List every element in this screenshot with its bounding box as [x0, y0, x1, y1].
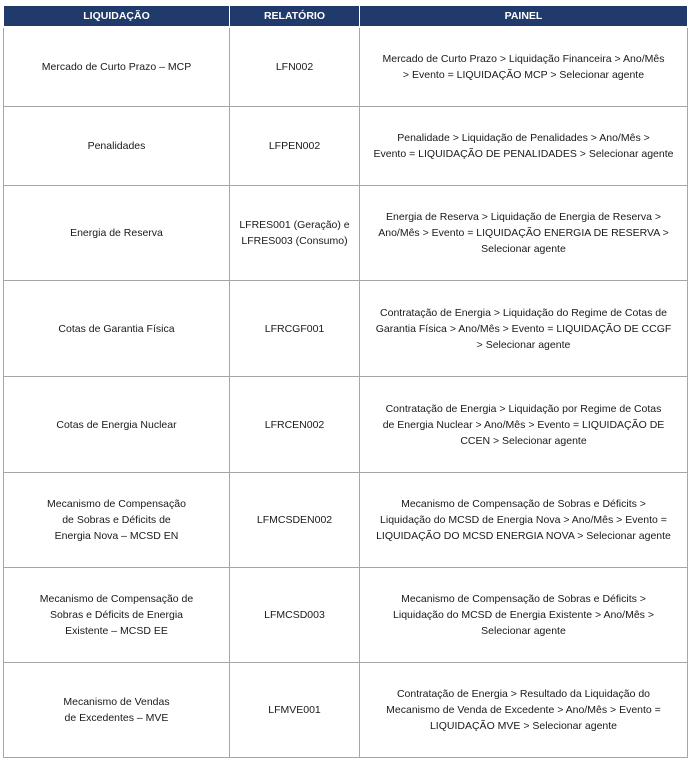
cell-liquidacao — [4, 107, 230, 186]
header-liquidacao: LIQUIDAÇÃO — [4, 6, 230, 28]
header-row — [4, 6, 688, 28]
cell-liquidacao — [4, 281, 230, 377]
painel-text-line: Ano/Mês > Evento = LIQUIDAÇÃO ENERGIA DE RESERVA > — [378, 227, 669, 239]
relatorio-text-line: LFMCSD003 — [264, 609, 325, 621]
relatorio-text-line: LFPEN002 — [268, 140, 321, 152]
liquidacao-text-line: de Excedentes – MVE — [64, 712, 169, 724]
painel-text-line: > Selecionar agente — [476, 338, 571, 351]
liquidacao-text-line: Cotas de Energia Nuclear — [56, 418, 177, 431]
cell-painel — [360, 27, 688, 107]
relatorio-text-line: LFN002 — [275, 61, 314, 73]
table-row — [4, 568, 688, 663]
table-row — [4, 473, 688, 568]
cell-painel — [360, 568, 688, 663]
painel-text-line: LIQUIDAÇÃO DO MCSD ENERGIA NOVA > Selecionar agente — [376, 530, 671, 542]
header-painel: PAINEL — [360, 6, 688, 28]
cell-painel — [360, 377, 688, 473]
cell-liquidacao — [4, 186, 230, 281]
table-row — [4, 107, 688, 186]
cell-liquidacao — [4, 663, 230, 758]
painel-text-line: Liquidação do MCSD de Energia Existente > Ano/Mês > — [393, 609, 654, 621]
cell-relatorio — [230, 568, 360, 663]
relatorio-text-line: LFRES001 (Geração) e — [239, 219, 350, 231]
painel-text-line: Energia de Reserva > Liquidação de Energia de Reserva > — [386, 211, 661, 223]
painel-text-line: Garantia Física > Ano/Mês > Evento = LIQUIDAÇÃO DE CCGF — [375, 322, 672, 335]
relatorio-text-line: LFRCGF001 — [264, 322, 325, 335]
painel-text-line: Mercado de Curto Prazo > Liquidação Financeira > Ano/Mês — [382, 53, 665, 65]
painel-text-line: > Evento = LIQUIDAÇÃO MCP > Selecionar agente — [402, 69, 645, 81]
liquidacao-text-line: Penalidades — [87, 140, 146, 152]
relatorio-text-line: LFRCEN002 — [264, 418, 325, 431]
cell-painel — [360, 663, 688, 758]
liquidacao-table — [3, 5, 688, 758]
cell-relatorio — [230, 107, 360, 186]
table-row — [4, 377, 688, 473]
relatorio-text-line: LFMCSDEN002 — [256, 514, 333, 526]
liquidacao-text-line: Mecanismo de Vendas — [63, 696, 170, 708]
cell-relatorio — [230, 663, 360, 758]
table-row — [4, 281, 688, 377]
cell-liquidacao — [4, 27, 230, 107]
cell-painel — [360, 107, 688, 186]
painel-text-line: Selecionar agente — [481, 625, 566, 637]
painel-text-line: Liquidação do MCSD de Energia Nova > Ano/Mês > Evento = — [380, 514, 667, 526]
cell-relatorio — [230, 281, 360, 377]
relatorio-text-line: LFRES003 (Consumo) — [241, 235, 348, 247]
painel-text-line: Contratação de Energia > Liquidação do Regime de Cotas de — [380, 306, 667, 319]
table-row — [4, 27, 688, 107]
liquidacao-text-line: Existente – MCSD EE — [65, 625, 168, 637]
painel-text-line: Mecanismo de Compensação de Sobras e Déficits > — [401, 498, 646, 510]
cell-painel — [360, 281, 688, 377]
liquidacao-text-line: Mercado de Curto Prazo – MCP — [41, 61, 192, 73]
cell-relatorio — [230, 186, 360, 281]
liquidacao-text-line: Mecanismo de Compensação — [47, 498, 186, 510]
cell-relatorio — [230, 473, 360, 568]
cell-painel — [360, 186, 688, 281]
table-row — [4, 663, 688, 758]
painel-text-line: LIQUIDAÇÃO MVE > Selecionar agente — [429, 720, 618, 732]
painel-text-line: Contratação de Energia > Resultado da Liquidação do — [396, 688, 651, 700]
cell-liquidacao — [4, 568, 230, 663]
cell-relatorio — [230, 377, 360, 473]
table-body — [4, 27, 688, 758]
cell-relatorio — [230, 27, 360, 107]
liquidacao-text-line: Mecanismo de Compensação de — [39, 593, 194, 605]
painel-text-line: Contratação de Energia > Liquidação por Regime de Cotas — [385, 402, 662, 415]
painel-text-line: Mecanismo de Compensação de Sobras e Déficits > — [401, 593, 646, 605]
painel-text-line: CCEN > Selecionar agente — [460, 434, 587, 447]
liquidacao-text-line: Sobras e Déficits de Energia — [49, 609, 184, 621]
liquidacao-text-line: Cotas de Garantia Física — [58, 322, 175, 335]
cell-liquidacao — [4, 473, 230, 568]
liquidacao-text-line: Energia Nova – MCSD EN — [54, 530, 179, 542]
painel-text-line: Evento = LIQUIDAÇÃO DE PENALIDADES > Selecionar agente — [373, 148, 674, 160]
liquidacao-text-line: de Sobras e Déficits de — [62, 514, 171, 526]
painel-text-line: Penalidade > Liquidação de Penalidades > Ano/Mês > — [397, 132, 650, 144]
cell-painel — [360, 473, 688, 568]
painel-text-line: Selecionar agente — [481, 243, 566, 255]
cell-liquidacao — [4, 377, 230, 473]
relatorio-text-line: LFMVE001 — [268, 704, 321, 716]
liquidacao-text-line: Energia de Reserva — [70, 227, 163, 239]
painel-text-line: de Energia Nuclear > Ano/Mês > Evento = LIQUIDAÇÃO DE — [382, 418, 665, 431]
header-relatorio: RELATÓRIO — [230, 6, 360, 28]
table-row — [4, 186, 688, 281]
painel-text-line: Mecanismo de Venda de Excedente > Ano/Mês > Evento = — [386, 704, 661, 716]
